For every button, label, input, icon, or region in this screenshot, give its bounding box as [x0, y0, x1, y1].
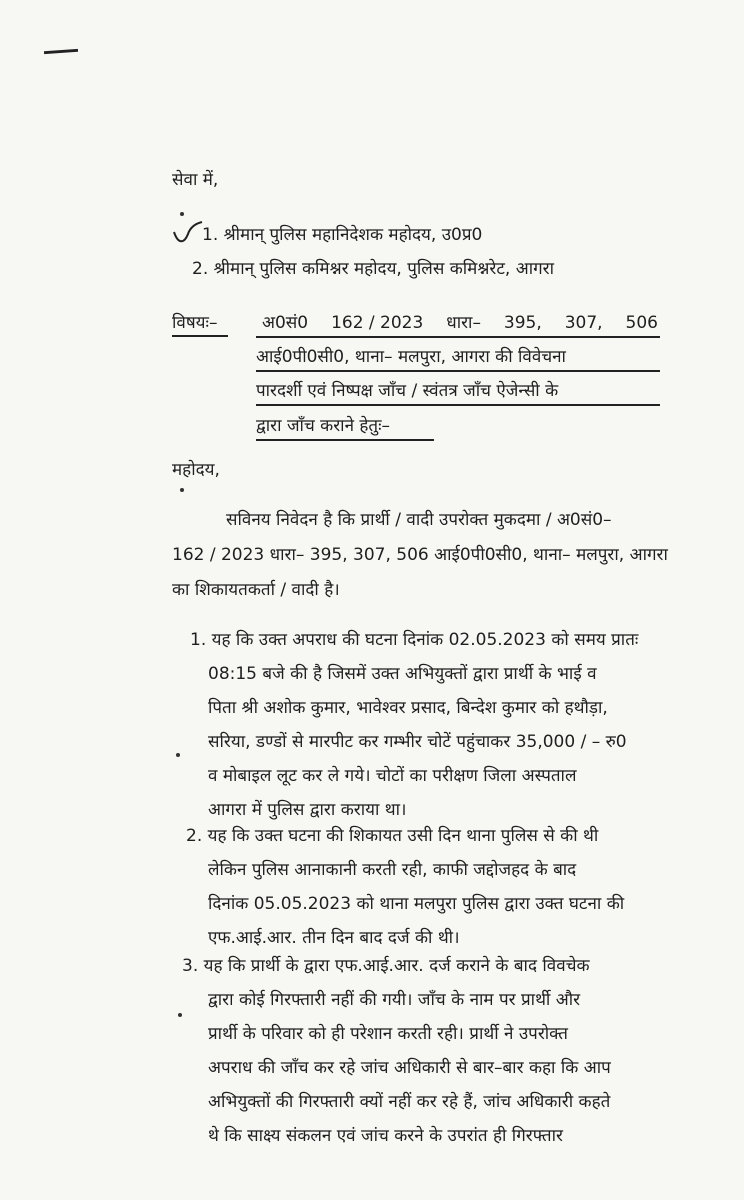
stray-dot — [180, 488, 184, 492]
recipient-1: 1. श्रीमान् पुलिस महानिदेशक महोदय, उ0प्र0 — [202, 225, 483, 245]
subject-underline — [256, 370, 660, 372]
point-2-line-2: लेकिन पुलिस आनाकानी करती रही, काफी जद्दोजहद के बाद — [208, 860, 577, 880]
subject-label: विषयः– — [172, 313, 218, 333]
point-3-line-4: अपराध की जाँच कर रहे जांच अधिकारी से बार–बार कहा कि आप — [208, 1058, 611, 1078]
intro-line-2: 162 / 2023 धारा– 395, 307, 506 आई0पी0सी0, थाना– मलपुरा, आगरा — [172, 545, 668, 565]
subject-section-307: 307, — [564, 313, 603, 333]
point-1-line-6: आगरा में पुलिस द्वारा कराया था। — [208, 800, 407, 820]
subject-line-4: द्वारा जाँच कराने हेतुः– — [256, 416, 391, 436]
subject-line-3: पारदर्शी एवं निष्पक्ष जाँच / स्वंतत्र जाँच ऐजेन्सी के — [256, 381, 559, 401]
subject-case-no-label: अ0सं0 — [262, 313, 309, 333]
subject-section-395: 395, — [503, 313, 542, 333]
point-3-line-5: अभियुक्तों की गिरफ्तारी क्यों नहीं कर रहे हैं, जांच अधिकारी कहते — [208, 1092, 611, 1112]
subject-section-label: धारा– — [446, 313, 481, 333]
subject-line-1 — [262, 315, 658, 332]
subject-label-underline — [172, 335, 228, 337]
point-2-line-3: दिनांक 05.05.2023 को थाना मलपुरा पुलिस द्वारा उक्त घटना की — [208, 894, 625, 914]
subject-underline — [256, 439, 434, 441]
point-1-line-1: 1. यह कि उक्त अपराध की घटना दिनांक 02.05.2023 को समय प्रातः — [190, 630, 639, 650]
margin-mark — [44, 49, 78, 54]
stray-dot — [178, 1013, 182, 1017]
point-2-line-4: एफ.आई.आर. तीन दिन बाद दर्ज की थी। — [208, 928, 460, 948]
intro-line-3: का शिकायतकर्ता / वादी है। — [172, 580, 340, 600]
stray-dot — [180, 212, 184, 216]
point-2-line-1: 2. यह कि उक्त घटना की शिकायत उसी दिन थाना पुलिस से की थी — [186, 826, 599, 846]
point-1-line-5: व मोबाइल लूट कर ले गये। चोटों का परीक्षण जिला अस्पताल — [208, 766, 577, 786]
subject-section-506: 506 — [625, 313, 658, 333]
subject-underline — [256, 404, 660, 406]
point-1-line-4: सरिया, डण्डों से मारपीट कर गम्भीर चोटें पहुंचाकर 35,000 / – रु0 — [208, 732, 627, 752]
subject-underline — [256, 336, 660, 338]
point-3-line-1: 3. यह कि प्रार्थी के द्वारा एफ.आई.आर. दर्ज कराने के बाद विवचेक — [182, 956, 590, 976]
intro-line-1: सविनय निवेदन है कि प्रार्थी / वादी उपरोक्त मुकदमा / अ0सं0– — [226, 510, 612, 530]
subject-case-no: 162 / 2023 — [331, 313, 424, 333]
greeting: महोदय, — [172, 460, 220, 480]
recipient-2: 2. श्रीमान् पुलिस कमिश्नर महोदय, पुलिस कमिश्नरेट, आगरा — [192, 259, 554, 279]
point-3-line-6: थे कि साक्ष्य संकलन एवं जांच करने के उपरांत ही गिरफ्तार — [208, 1126, 563, 1146]
point-3-line-2: द्वारा कोई गिरफ्तारी नहीं की गयी। जाँच के नाम पर प्रार्थी और — [208, 990, 581, 1010]
point-1-line-2: 08:15 बजे की है जिसमें उक्त अभियुक्तों द्वारा प्रार्थी के भाई व — [208, 664, 597, 684]
stray-dot — [176, 753, 180, 757]
subject-line-2: आई0पी0सी0, थाना– मलपुरा, आगरा की विवेचना — [256, 347, 566, 367]
point-1-line-3: पिता श्री अशोक कुमार, भावेश्वर प्रसाद, बिन्देश कुमार को हथौड़ा, — [208, 698, 608, 718]
salutation-to: सेवा में, — [172, 170, 219, 190]
point-3-line-3: प्रार्थी के परिवार को ही परेशान करती रही। प्रार्थी ने उपरोक्त — [208, 1024, 568, 1044]
